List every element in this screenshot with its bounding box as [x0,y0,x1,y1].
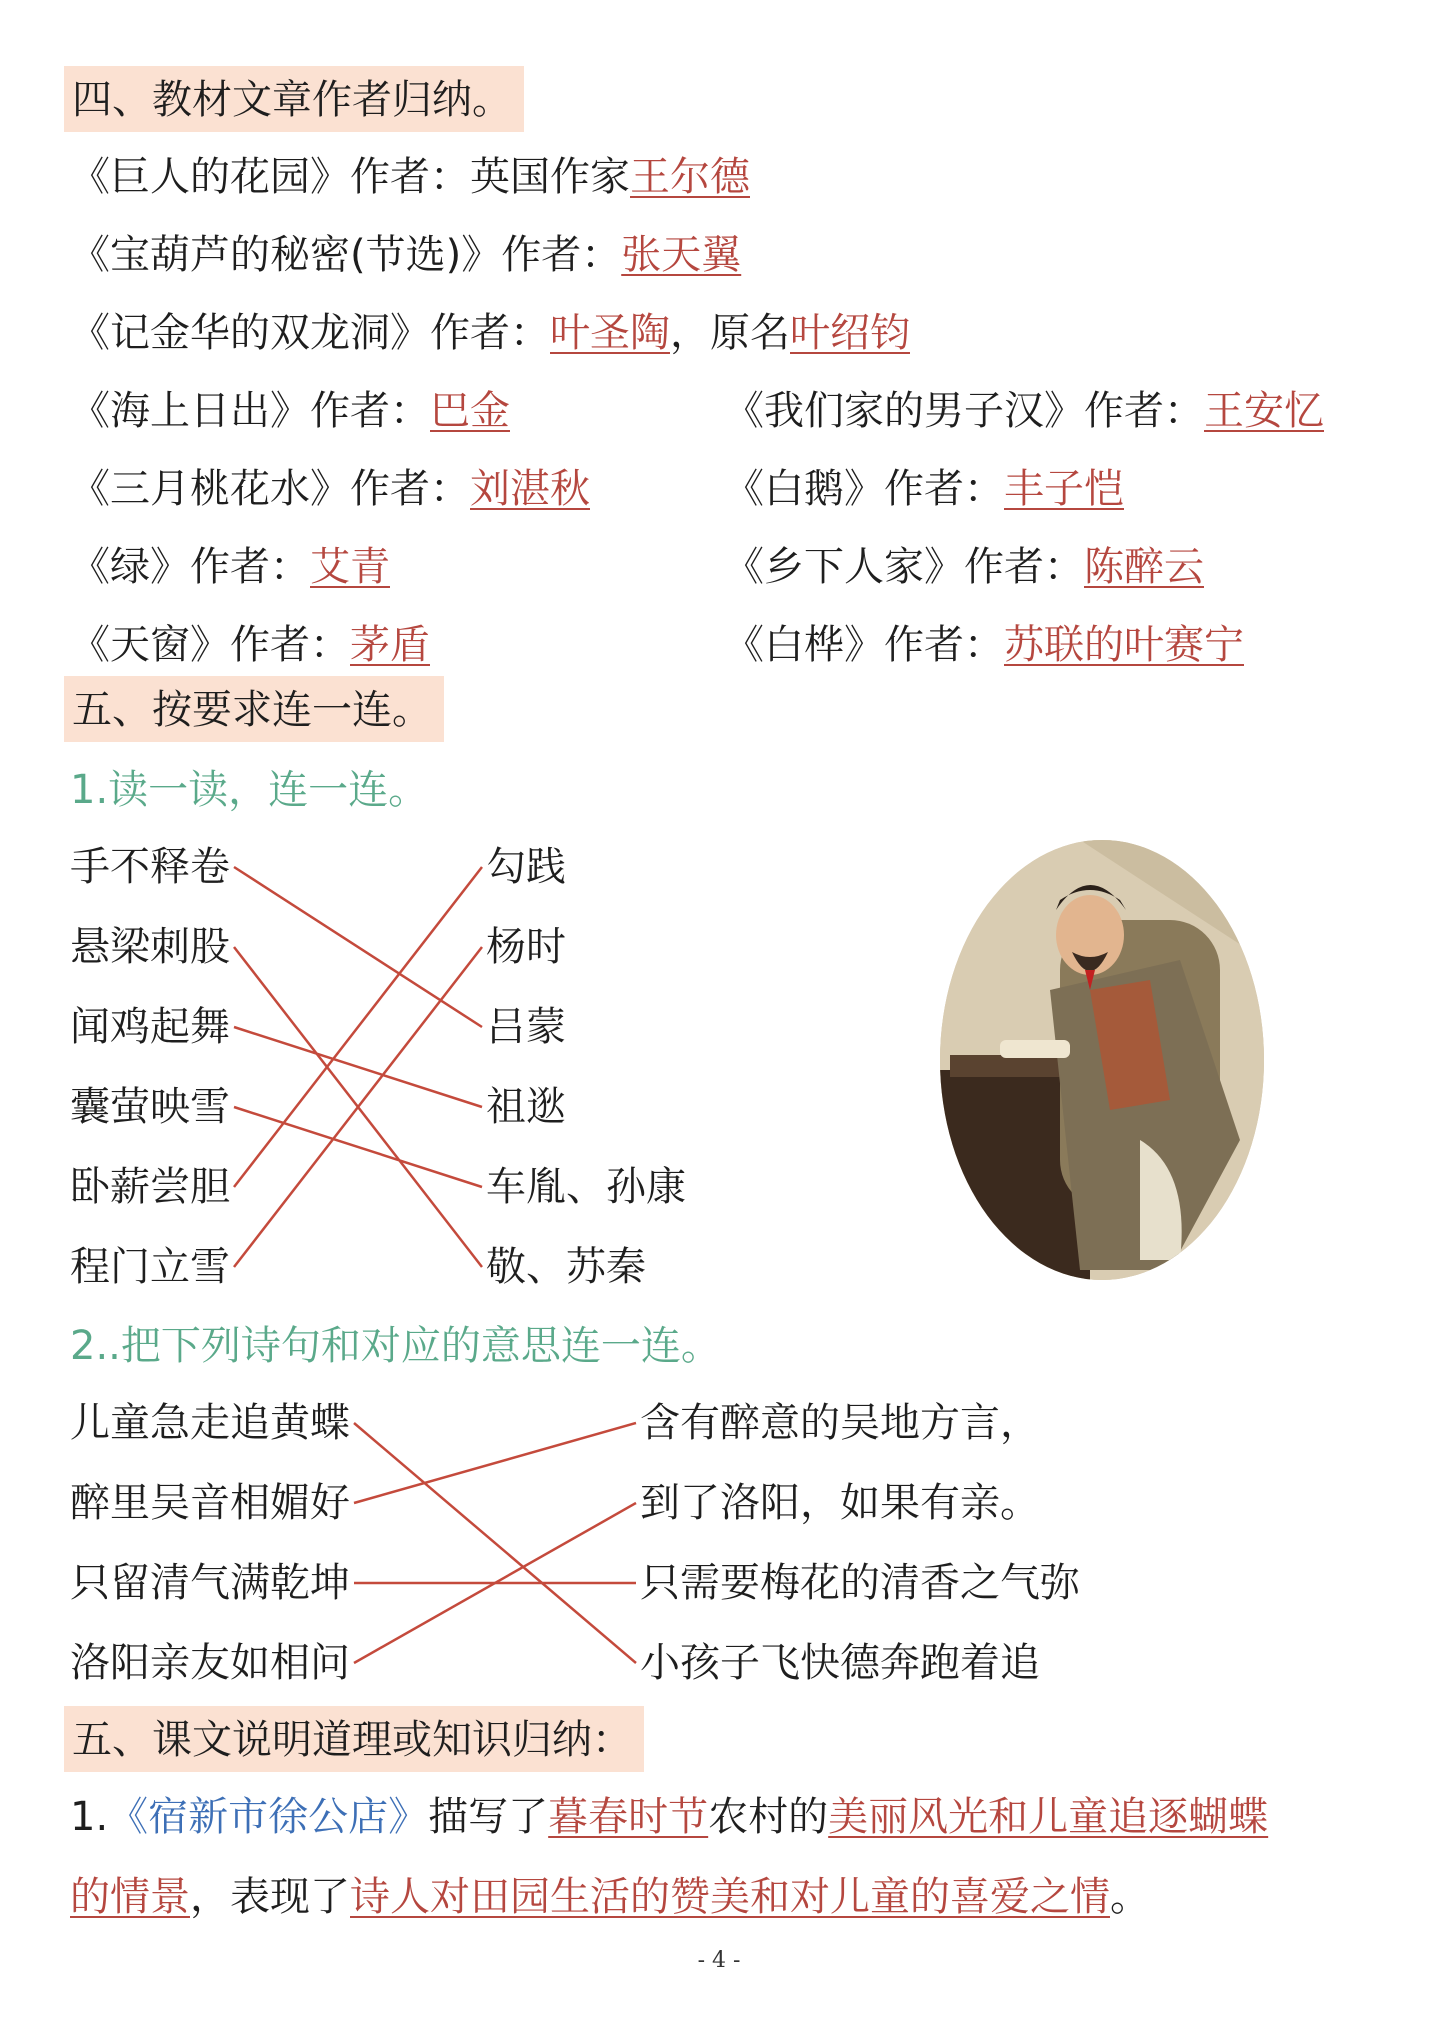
knowledge-poem-title: 《宿新市徐公店》 [108,1794,429,1840]
q1-link-1 [234,947,482,1267]
knowledge-answer-1: 暮春时节 [548,1794,709,1840]
author-row-3-middle: ，原名 [670,310,790,356]
q1-right-2: 吕蒙 [486,1004,566,1050]
author-row-1-prefix: 《巨人的花园》作者：英国作家 [70,154,630,200]
q1-right-4: 车胤、孙康 [486,1164,686,1210]
q1-left-1: 悬梁刺股 [70,924,230,970]
q1-right-3: 祖逖 [486,1084,566,1130]
q1-right-5: 敬、苏秦 [486,1244,646,1290]
q2-right-0: 含有醉意的吴地方言， [640,1400,1040,1446]
q1-right-1: 杨时 [486,924,566,970]
q1-left-4: 卧薪尝胆 [70,1164,230,1210]
knowledge-num: 1. [70,1794,109,1840]
author-left-2 [70,462,590,516]
author-left-1-prefix: 《海上日出》作者： [70,388,430,434]
knowledge-text-3: ，表现了 [190,1874,350,1920]
author-row-3 [70,306,910,360]
author-left-2-prefix: 《三月桃花水》作者： [70,466,470,512]
q2-left-2: 只留清气满乾坤 [70,1560,350,1606]
ancient-scholar-portrait [940,840,1264,1280]
author-row-2-prefix: 《宝葫芦的秘密(节选)》作者： [70,232,622,278]
q2-right-3: 小孩子飞快德奔跑着追 [640,1640,1040,1686]
author-right-2 [724,462,1124,516]
author-left-1-answer: 巴金 [430,388,510,434]
q2-left-3: 洛阳亲友如相问 [70,1640,350,1686]
q2-link-1 [354,1423,636,1503]
section4-heading: 四、教材文章作者归纳。 [64,66,524,132]
knowledge-text-1: 描写了 [428,1794,549,1840]
q2-left-1: 醉里吴音相媚好 [70,1480,350,1526]
author-row-2-answer: 张天翼 [621,232,742,278]
author-right-3 [724,540,1204,594]
author-left-3-answer: 艾青 [310,544,390,590]
author-left-4-prefix: 《天窗》作者： [70,622,350,668]
q1-left-3: 囊萤映雪 [70,1084,230,1130]
q1-left-2: 闻鸡起舞 [70,1004,230,1050]
section6-heading: 五、课文说明道理或知识归纳： [64,1706,644,1772]
q1-link-0 [234,867,482,1027]
author-left-2-answer: 刘湛秋 [470,466,590,512]
author-left-4 [70,618,430,672]
author-row-1 [70,150,750,204]
author-right-4-prefix: 《白桦》作者： [724,622,1004,668]
author-row-2 [70,228,741,282]
author-row-3-prefix: 《记金华的双龙洞》作者： [70,310,550,356]
author-left-4-answer: 茅盾 [350,622,430,668]
author-right-1-answer: 王安忆 [1204,388,1324,434]
q2-title: 2..把下列诗句和对应的意思连一连。 [70,1323,721,1369]
knowledge-line-2 [70,1870,1150,1924]
section5-heading: 五、按要求连一连。 [64,676,444,742]
knowledge-answer-3: 的情景 [70,1874,190,1920]
portrait-drawing [940,840,1264,1280]
author-left-3 [70,540,390,594]
author-right-1-prefix: 《我们家的男子汉》作者： [724,388,1204,434]
q1-link-2 [234,1027,482,1107]
q2-right-1: 到了洛阳，如果有亲。 [640,1480,1040,1526]
author-left-1 [70,384,510,438]
knowledge-answer-2: 美丽风光和儿童追逐蝴蝶 [828,1794,1269,1840]
page-number: - 4 - [697,1948,741,1973]
knowledge-text-4: 。 [1110,1874,1150,1920]
author-row-3-answer2: 叶绍钧 [790,310,910,356]
q2-link-3 [354,1503,636,1663]
q1-title: 1.读一读，连一连。 [70,767,429,813]
author-right-4-answer: 苏联的叶赛宁 [1004,622,1244,668]
knowledge-line-1 [70,1790,1268,1844]
q1-link-3 [234,1107,482,1187]
q1-right-0: 勾践 [486,844,566,890]
author-right-3-prefix: 《乡下人家》作者： [724,544,1084,590]
author-right-4 [724,618,1244,672]
author-row-1-answer: 王尔德 [630,154,750,200]
q2-right-2: 只需要梅花的清香之气弥 [640,1560,1080,1606]
author-right-2-prefix: 《白鹅》作者： [724,466,1004,512]
knowledge-answer-4: 诗人对田园生活的赞美和对儿童的喜爱之情 [350,1874,1110,1920]
author-right-1 [724,384,1324,438]
q1-link-4 [234,867,482,1187]
q2-left-0: 儿童急走追黄蝶 [70,1400,350,1446]
q1-left-5: 程门立雪 [70,1244,230,1290]
q1-left-0: 手不释卷 [70,844,230,890]
q1-link-5 [234,947,482,1267]
knowledge-text-2: 农村的 [708,1794,829,1840]
author-left-3-prefix: 《绿》作者： [70,544,310,590]
author-right-2-answer: 丰子恺 [1004,466,1124,512]
q2-link-0 [354,1423,636,1663]
author-row-3-answer: 叶圣陶 [550,310,670,356]
author-right-3-answer: 陈醉云 [1084,544,1204,590]
